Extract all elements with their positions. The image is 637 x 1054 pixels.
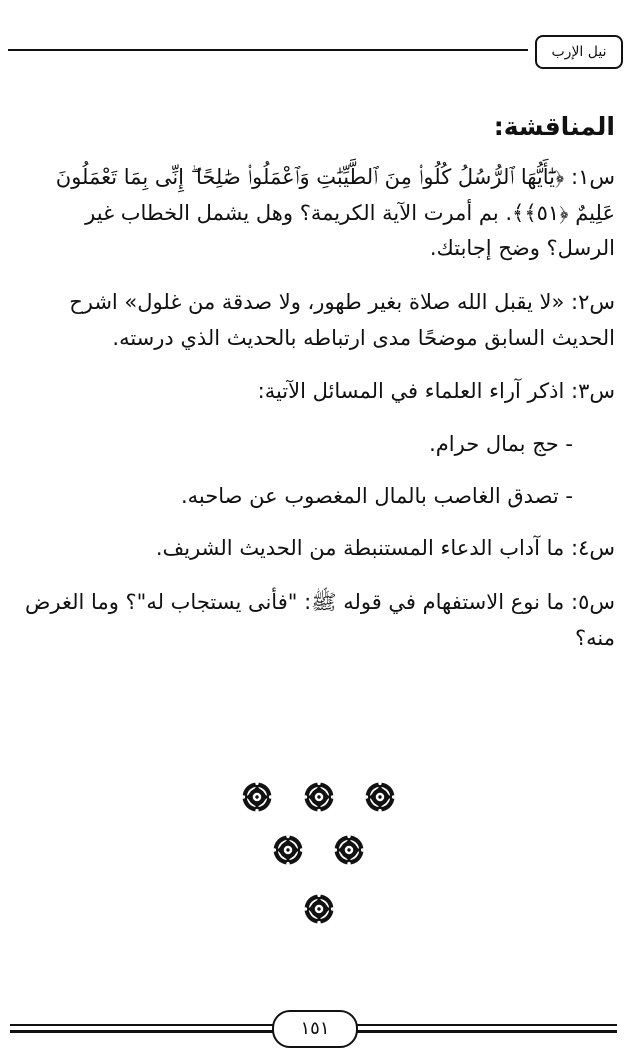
question-label: س١:	[571, 165, 615, 189]
question-3	[18, 374, 615, 410]
book-title: نيل الإرب	[535, 35, 623, 69]
star-ornament-icon	[302, 892, 336, 926]
question-label: س٣:	[571, 379, 615, 404]
bullet-item: - تصدق الغاصب بالمال المغصوب عن صاحبه.	[181, 483, 573, 508]
question-label: س٢:	[571, 290, 615, 315]
bullet-item: - حج بمال حرام.	[429, 432, 573, 457]
question-label: س٤:	[571, 536, 615, 561]
question-text: ما آداب الدعاء المستنبطة من الحديث الشريف.	[155, 536, 565, 561]
ornament-row	[0, 892, 637, 926]
question-text: ما نوع الاستفهام في قوله ﷺ: "فأنى يستجاب له"؟ وما الغرض منه؟	[25, 590, 615, 650]
question-label: س٥:	[571, 590, 615, 614]
page-number: ١٥١	[272, 1010, 358, 1048]
question-text: ﴿يَٰٓأَيُّهَا ٱلرُّسُلُ كُلُوا۟ مِنَ ٱلطَّيِّبَٰتِ وَٱعْمَلُوا۟ صَٰلِحًا ۖ إِنِّى بِمَا تَعْمَلُونَ عَلِيمٌ ﴿٥١﴾﴾. بم أمرت الآية الكريمة؟ وهل يشمل الخطاب غير الرسل؟ وضح إجابتك.	[55, 165, 615, 261]
question-2	[18, 285, 615, 356]
star-ornament-icon	[302, 780, 336, 814]
question-1	[18, 160, 615, 267]
header-rule	[8, 49, 528, 51]
question-text: اذكر آراء العلماء في المسائل الآتية:	[257, 379, 565, 404]
star-ornament-icon	[271, 833, 305, 867]
star-ornament-icon	[240, 780, 274, 814]
page-footer	[0, 1006, 637, 1050]
section-title: المناقشة:	[493, 112, 615, 141]
question-text: «لا يقبل الله صلاة بغير طهور، ولا صدقة من غلول» اشرح الحديث السابق موضحًا مدى ارتباطه بالحديث الذي درسته.	[69, 290, 615, 350]
ornament-row	[0, 833, 637, 867]
star-ornament-icon	[363, 780, 397, 814]
ornament-divider	[0, 780, 637, 930]
question-4	[18, 531, 615, 567]
question-5	[18, 585, 615, 656]
page-content	[18, 112, 615, 674]
ornament-row	[0, 780, 637, 814]
star-ornament-icon	[332, 833, 366, 867]
page-header	[8, 26, 623, 76]
